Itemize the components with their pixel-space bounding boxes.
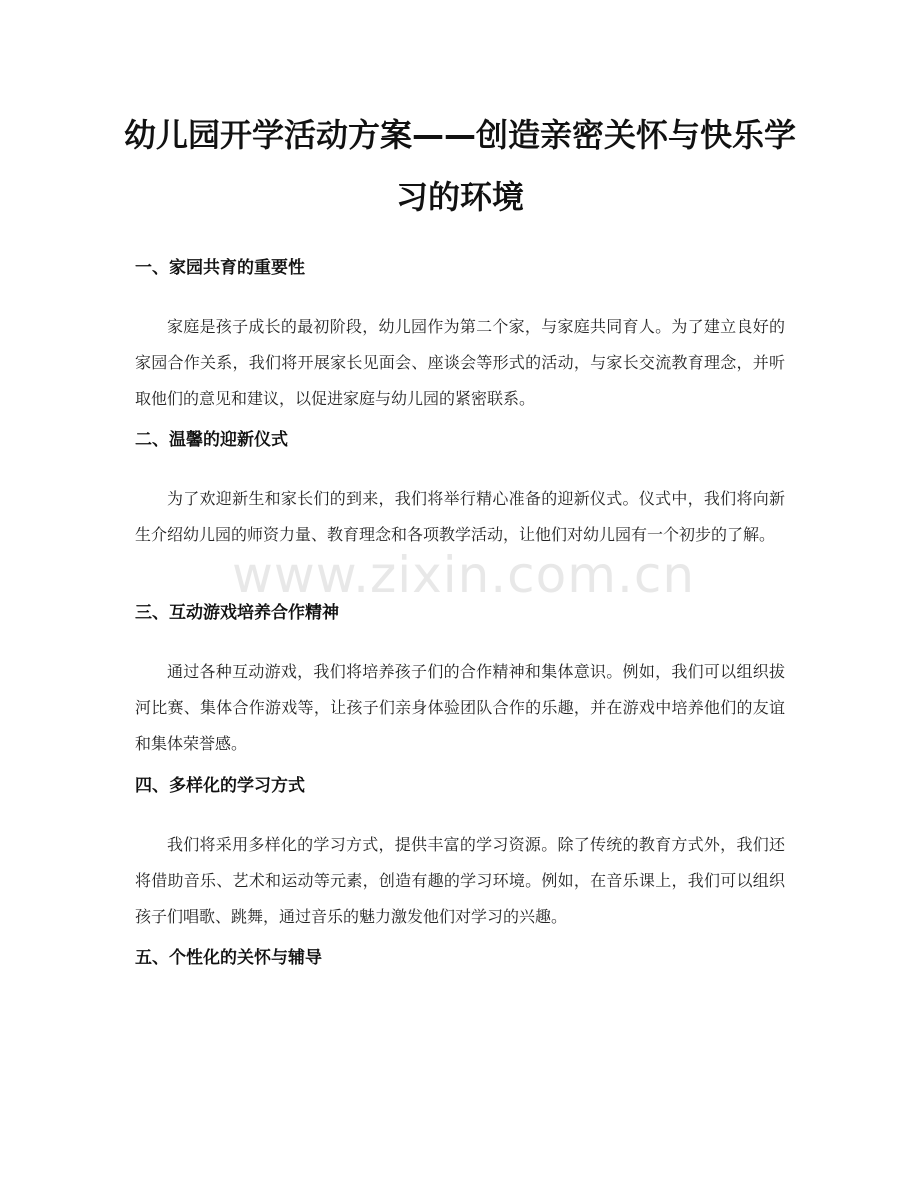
section-4 (135, 775, 785, 935)
section-2 (135, 429, 785, 553)
document-title: 幼儿园开学活动方案——创造亲密关怀与快乐学习的环境 (123, 116, 796, 216)
section-3 (135, 602, 785, 762)
watermark: www.zixin.com.cn (232, 546, 696, 604)
section-heading: 四、多样化的学习方式 (135, 776, 305, 796)
section-1 (135, 257, 785, 417)
section-heading: 一、家园共育的重要性 (135, 258, 305, 278)
section-5 (135, 947, 785, 969)
section-paragraph: 家庭是孩子成长的最初阶段，幼儿园作为第二个家，与家庭共同育人。为了建立良好的家园合作关系，我们将开展家长见面会、座谈会等形式的活动，与家长交流教育理念，并听取他们的意见和建议，以促进家庭与幼儿园的紧密联系。 (135, 317, 785, 408)
section-heading: 二、温馨的迎新仪式 (135, 430, 288, 450)
section-heading: 五、个性化的关怀与辅导 (135, 948, 322, 968)
section-heading: 三、互动游戏培养合作精神 (135, 603, 339, 623)
section-paragraph: 我们将采用多样化的学习方式，提供丰富的学习资源。除了传统的教育方式外，我们还将借助音乐、艺术和运动等元素，创造有趣的学习环境。例如，在音乐课上，我们可以组织孩子们唱歌、跳舞，通过音乐的魅力激发他们对学习的兴趣。 (135, 835, 785, 926)
section-paragraph: 为了欢迎新生和家长们的到来，我们将举行精心准备的迎新仪式。仪式中，我们将向新生介绍幼儿园的师资力量、教育理念和各项教学活动，让他们对幼儿园有一个初步的了解。 (135, 489, 785, 544)
section-paragraph: 通过各种互动游戏，我们将培养孩子们的合作精神和集体意识。例如，我们可以组织拔河比赛、集体合作游戏等，让孩子们亲身体验团队合作的乐趣，并在游戏中培养他们的友谊和集体荣誉感。 (135, 662, 785, 753)
